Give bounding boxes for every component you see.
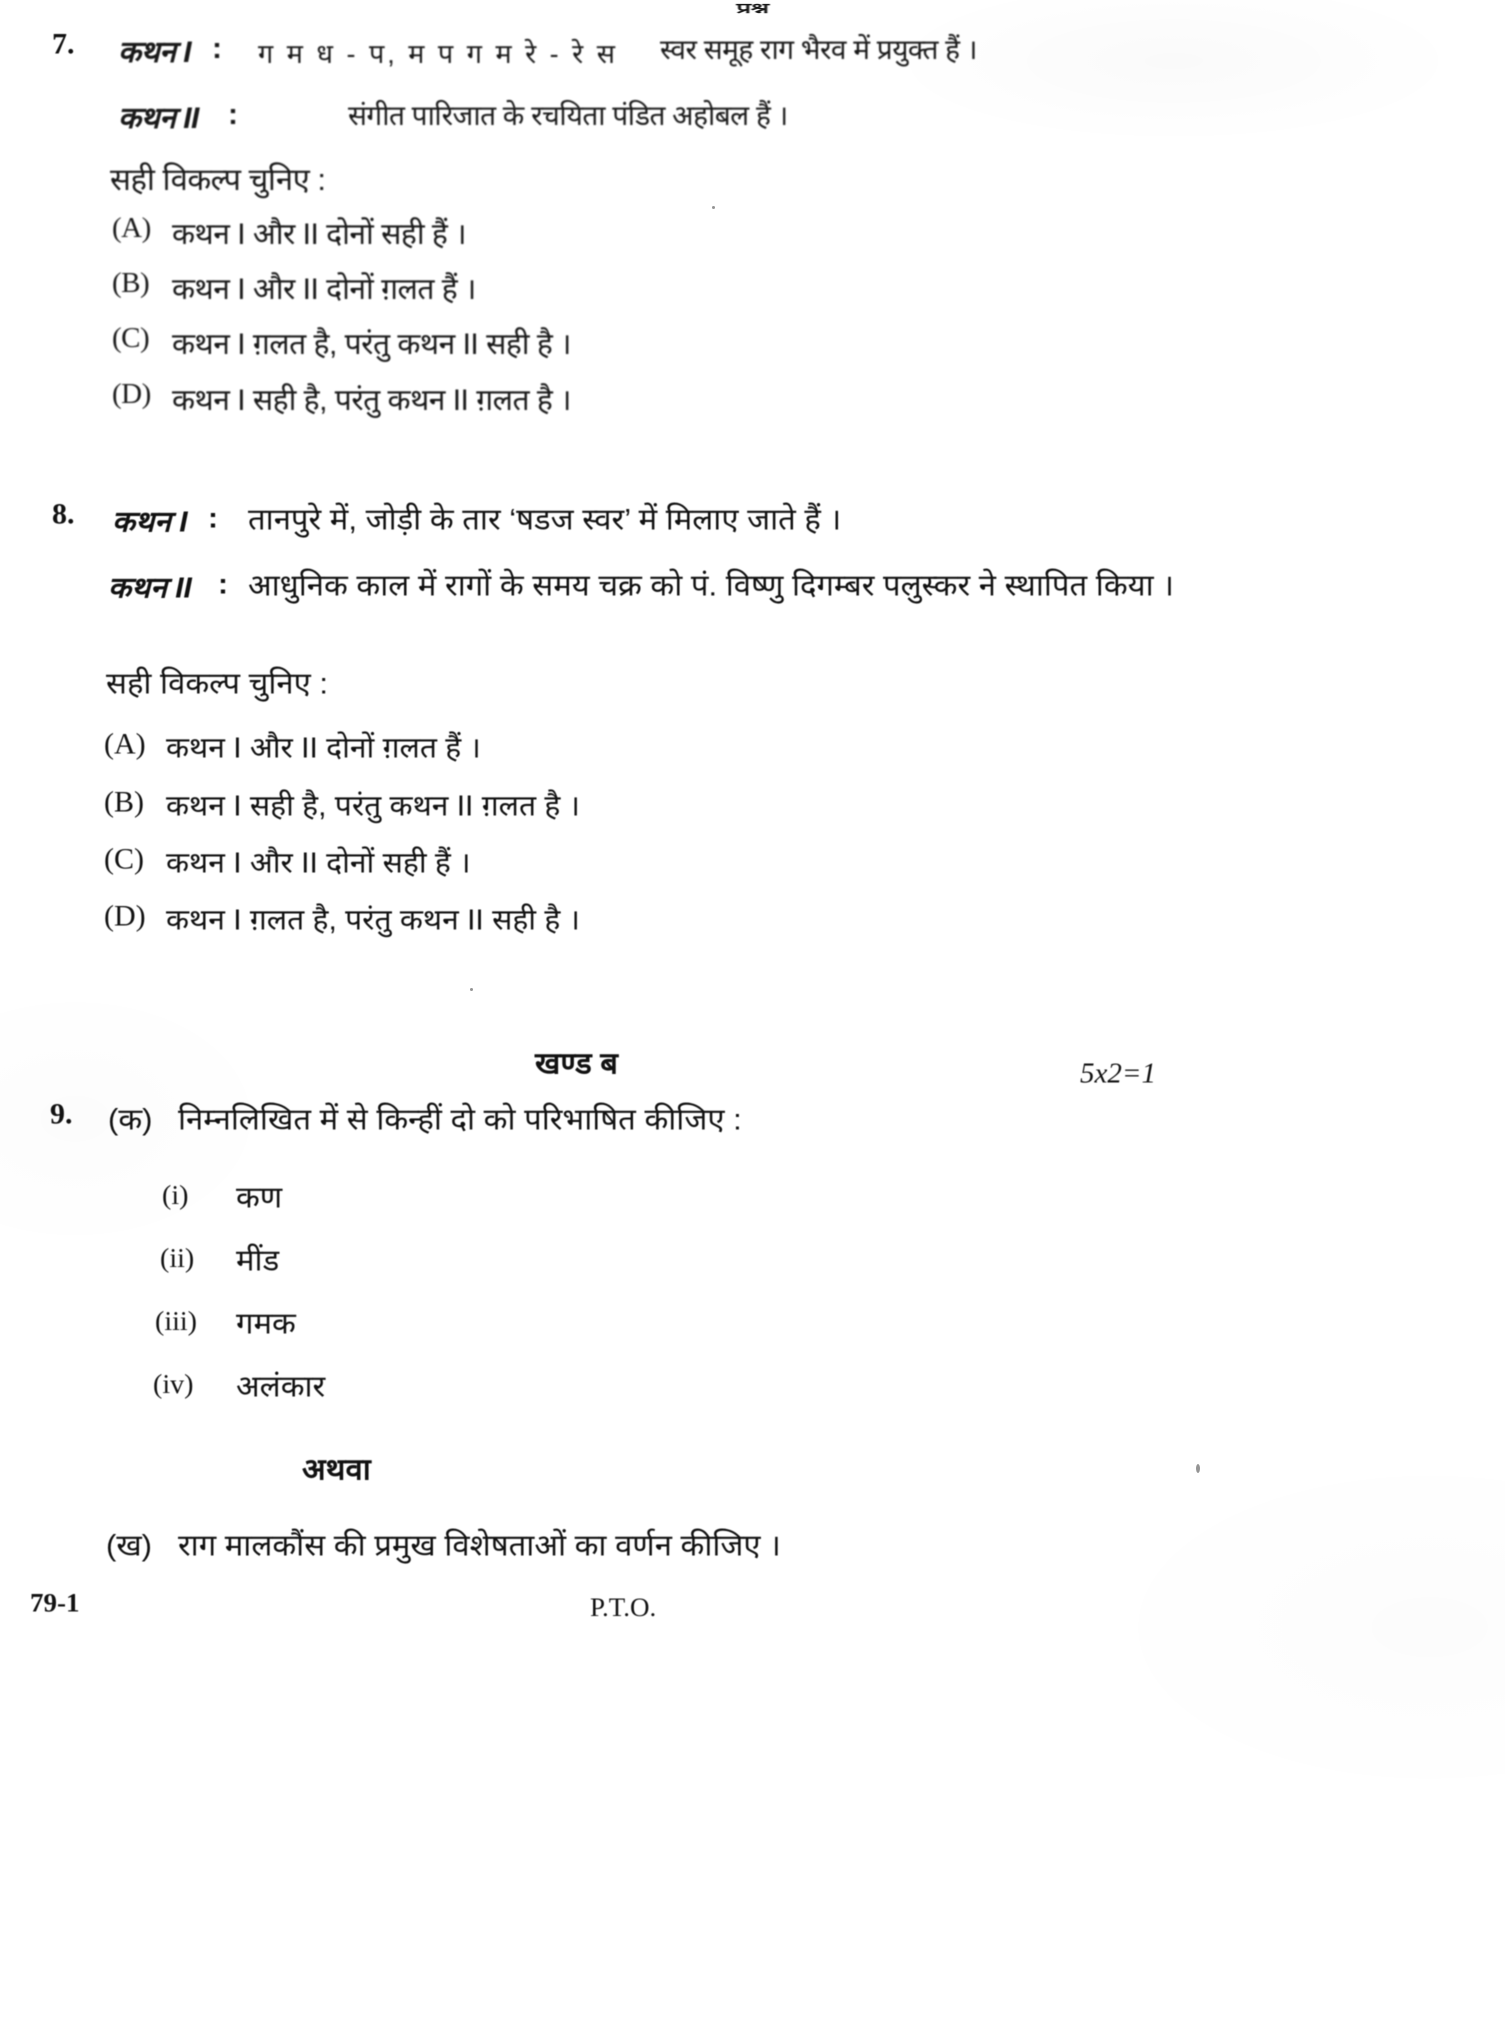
footer-page-turn: P.T.O. [590, 1592, 657, 1622]
q9-or-label: अथवा [302, 1452, 371, 1487]
section-b-marks: 5x2=1 [1080, 1058, 1156, 1090]
scan-speck [1196, 1464, 1200, 1473]
q9-item-iii-text: गमक [236, 1306, 296, 1341]
question-9-number: 9. [50, 1098, 73, 1131]
q7-option-b-text[interactable]: कथन I और II दोनों ग़लत हैं । [172, 273, 476, 306]
q7-option-a-letter: (A) [112, 212, 151, 244]
scan-speck [470, 988, 473, 991]
q8-statement-2-label: कथन II [108, 572, 192, 605]
q8-statement-2-separator: : [218, 568, 228, 601]
q9-item-iii-roman: (iii) [155, 1306, 197, 1337]
q8-option-d-text[interactable]: कथन I ग़लत है, परंतु कथन II सही है । [166, 904, 581, 937]
q7-statement-1-notation: ग म ध - प, म प ग म रे - रे स [258, 39, 618, 69]
q9-item-iv-text: अलंकार [236, 1369, 326, 1404]
q8-option-b-letter: (B) [104, 786, 144, 819]
page-header-stub: प्रश्न [736, 0, 769, 17]
q8-option-d-letter: (D) [104, 900, 146, 933]
question-8-number: 8. [52, 498, 75, 531]
q9-part-a-text: निम्नलिखित में से किन्हीं दो को परिभाषित कीजिए : [178, 1102, 742, 1137]
scan-speck [712, 206, 715, 209]
q7-statement-1-separator: : [212, 32, 222, 65]
q8-statement-1-text: तानपुरे में, जोड़ी के तार ‘षडज स्वर’ में मिलाए जाते हैं । [248, 502, 842, 537]
q9-part-b-text: राग मालकौंस की प्रमुख विशेषताओं का वर्णन कीजिए । [178, 1528, 781, 1563]
q7-statement-2-text: संगीत पारिजात के रचयिता पंडित अहोबल हैं । [348, 100, 788, 131]
q7-option-a-text[interactable]: कथन I और II दोनों सही हैं । [172, 218, 467, 251]
q7-statement-1-text: स्वर समूह राग भैरव में प्रयुक्त हैं । [660, 34, 977, 65]
section-b-title: खण्ड ब [535, 1046, 618, 1081]
q7-statement-2-separator: : [228, 98, 238, 131]
q7-option-d-text[interactable]: कथन I सही है, परंतु कथन II ग़लत है । [172, 384, 572, 417]
q8-option-c-letter: (C) [104, 843, 144, 876]
q8-option-a-text[interactable]: कथन I और II दोनों ग़लत हैं । [166, 732, 481, 765]
q8-option-c-text[interactable]: कथन I और II दोनों सही हैं । [166, 847, 471, 880]
q7-option-c-text[interactable]: कथन I ग़लत है, परंतु कथन II सही है । [172, 328, 572, 361]
q8-option-a-letter: (A) [104, 728, 146, 761]
q9-item-ii-text: मींड [236, 1243, 280, 1278]
q9-item-ii-roman: (ii) [160, 1243, 195, 1274]
q8-statement-1-separator: : [208, 502, 218, 535]
q9-part-a-letter: (क) [108, 1102, 153, 1137]
q7-statement-2-label: कथन II [118, 102, 199, 135]
q8-instruction: सही विकल्प चुनिए : [106, 666, 328, 701]
question-7-number: 7. [52, 28, 75, 61]
q9-item-i-roman: (i) [162, 1180, 189, 1211]
q9-part-b-letter: (ख) [106, 1528, 153, 1563]
q7-option-d-letter: (D) [112, 378, 151, 410]
q7-instruction: सही विकल्प चुनिए : [110, 162, 326, 197]
q9-item-i-text: कण [236, 1180, 283, 1215]
q8-statement-1-label: कथन I [112, 506, 188, 539]
q7-option-c-letter: (C) [112, 322, 150, 354]
q7-statement-1-label: कथन I [118, 36, 192, 69]
q7-option-b-letter: (B) [112, 267, 150, 299]
footer-paper-code: 79-1 [30, 1588, 80, 1618]
q9-item-iv-roman: (iv) [153, 1369, 194, 1400]
q8-statement-2-text: आधुनिक काल में रागों के समय चक्र को पं. विष्णु दिगम्बर पलुस्कर ने स्थापित किया । [248, 568, 1175, 603]
q8-option-b-text[interactable]: कथन I सही है, परंतु कथन II ग़लत है । [166, 790, 581, 823]
